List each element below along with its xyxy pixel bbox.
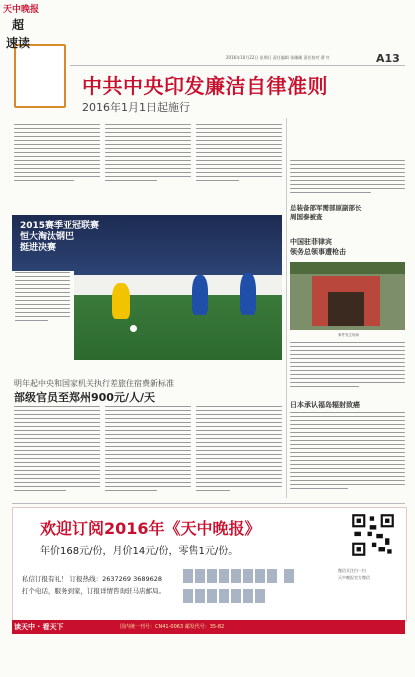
- photo-headline-line1: 恒大淘汰钢巴: [20, 232, 75, 242]
- right-headline-1a: 总装备部军需部原副部长: [290, 204, 362, 212]
- photo-headline-line2: 挺进决赛: [20, 243, 57, 253]
- lead-body-col3: [196, 124, 282, 184]
- page-number: A13: [376, 52, 400, 65]
- header-rule: [70, 65, 405, 66]
- footer-publication-info: 国内统一刊号：CN41-0063 邮发代号：35-82: [120, 624, 225, 630]
- second-body-col2: [105, 406, 191, 494]
- ad-price: 年价168元/份，月价14元/份，零售1元/份。: [40, 546, 239, 557]
- lead-headline: 中共中央印发廉洁自律准则: [82, 74, 328, 98]
- lead-body-col2: [105, 124, 191, 184]
- section-logo: [14, 44, 66, 108]
- date-line: 2016年10月22日 星期日 责任编辑 张珊珊 责任校对 曹 红: [226, 55, 330, 60]
- photo-caption: 事件发生现场: [338, 333, 359, 337]
- ad-contact-line2: 打个电话，服务到家，订报详情咨询驻马店邮局。: [22, 587, 165, 595]
- ad-divider: [12, 503, 405, 504]
- right-body-3: [290, 412, 405, 492]
- right-body-2: [290, 342, 405, 390]
- ad-newspaper-thumbnails: [182, 568, 302, 602]
- photo-sidebar-text: [15, 272, 70, 324]
- lead-body-col1: [14, 124, 100, 184]
- second-headline: 部级官员至郑州900元/人/天: [14, 391, 155, 404]
- right-headline-2b: 领务总领事遭枪击: [290, 248, 346, 256]
- footer-slogan: 读天中 · 看天下: [14, 623, 64, 631]
- right-headline-1b: 周国泰被查: [290, 213, 323, 221]
- qr-label-line2: 天中晚报官方微信: [338, 575, 370, 580]
- embassy-photo: [290, 262, 405, 330]
- newspaper-logo: 天中晚报: [3, 5, 40, 15]
- right-body-1: [290, 160, 405, 196]
- right-headline-3: 日本承认福岛辐射致癌: [290, 401, 360, 409]
- section-label-line1: 超: [12, 18, 25, 32]
- section-label-line2: 速读: [6, 36, 31, 50]
- qr-label-line1: 微信关注扫一扫: [338, 568, 366, 573]
- column-divider: [286, 118, 287, 498]
- second-kicker: 明年起中央和国家机关执行差旅住宿费新标准: [14, 379, 174, 388]
- second-body-col3: [196, 406, 282, 494]
- lead-subhead: 2016年1月1日起施行: [82, 101, 190, 114]
- ad-title: 欢迎订阅2016年《天中晚报》: [40, 519, 261, 538]
- ad-contact-line1: 私信订报有礼！ 订报热线：2637269 3689628: [22, 575, 163, 583]
- photo-kicker: 2015赛季亚冠联赛: [20, 221, 100, 231]
- right-headline-2a: 中国驻菲律宾: [290, 238, 332, 246]
- second-body-col1: [14, 406, 100, 494]
- qr-code-icon: [350, 512, 396, 558]
